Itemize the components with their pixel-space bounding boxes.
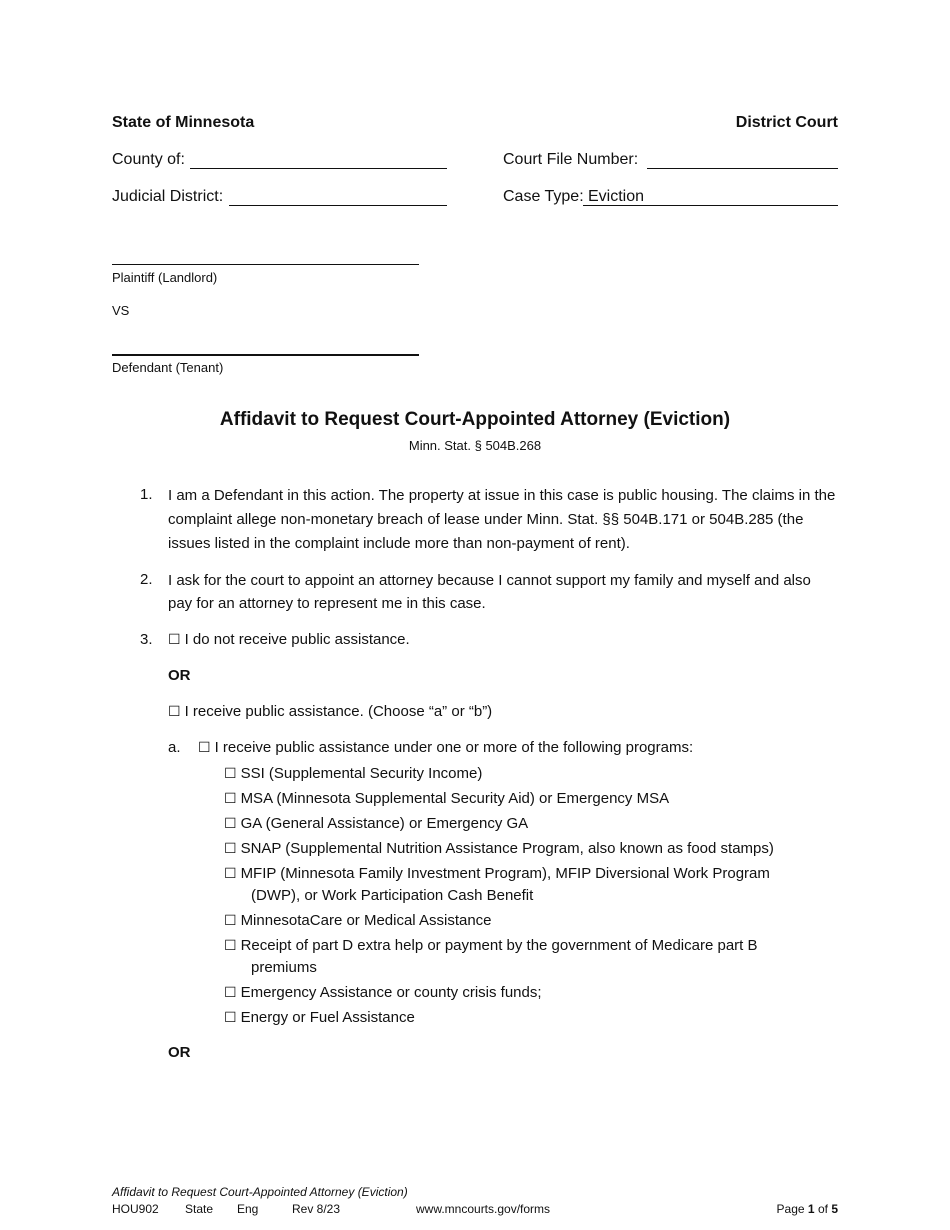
file-number-field[interactable] [647,168,838,169]
file-number-label: Court File Number: [503,151,639,168]
sub-a-label: I receive public assistance under one or more of the following programs: [214,739,694,756]
defendant-label: Defendant (Tenant) [112,360,224,375]
statute-citation: Minn. Stat. § 504B.268 [408,438,542,453]
program-label: MSA (Minnesota Supplemental Security Aid) or Emergency MSA [240,790,670,807]
plaintiff-label: Plaintiff (Landlord) [112,270,218,285]
footer-state: State [185,1202,214,1216]
program-medicare[interactable] [224,935,824,979]
checkbox-icon[interactable]: ☐ [224,791,237,807]
checkbox-icon[interactable]: ☐ [224,866,237,882]
item-2-text: I ask for the court to appoint an attorney because I cannot support my family and myself and also pay for an attorney to represent me in this case. [168,572,811,612]
court-heading: District Court [735,114,838,131]
or-label-1: OR [168,667,191,684]
checkbox-icon[interactable]: ☐ [224,913,237,929]
checkbox-icon[interactable]: ☐ [198,740,211,756]
checkbox-icon[interactable]: ☐ [224,938,237,954]
page-of: of [817,1202,828,1216]
sub-a-number: a. [168,739,181,756]
footer-page-number [777,1202,838,1216]
checkbox-icon[interactable]: ☐ [224,1010,237,1026]
receive-assistance-option[interactable] [168,703,492,720]
program-emergency-assistance[interactable] [224,982,824,1004]
program-label: Receipt of part D extra help or payment by the government of Medicare part B [240,937,758,954]
page-prefix: Page [776,1202,805,1216]
checkbox-icon[interactable]: ☐ [224,766,237,782]
case-type-value: Eviction [588,188,645,205]
checkbox-icon[interactable]: ☐ [168,704,181,720]
vs-label: VS [112,303,130,318]
program-label: MFIP (Minnesota Family Investment Program), MFIP Diversional Work Program [240,865,770,882]
defendant-field[interactable] [112,354,419,356]
program-label: Emergency Assistance or county crisis funds; [240,984,542,1001]
district-label: Judicial District: [112,188,224,205]
county-label: County of: [112,151,185,168]
county-field[interactable] [190,168,447,169]
footer-revision: Rev 8/23 [292,1202,341,1216]
item-3-number: 3. [140,631,153,648]
or-label-2: OR [168,1044,191,1061]
program-label: Energy or Fuel Assistance [240,1009,415,1026]
item-2-number: 2. [140,571,153,588]
program-msa[interactable] [224,788,824,810]
case-type-label: Case Type: [503,188,584,205]
receive-assistance-label: I receive public assistance. (Choose “a” or “b”) [184,703,493,720]
footer-language: Eng [237,1202,259,1216]
program-label-continued: premiums [251,959,317,976]
plaintiff-field[interactable] [112,264,419,265]
no-assistance-option[interactable] [168,631,410,648]
case-type-field[interactable] [583,205,838,206]
item-1-number: 1. [140,486,153,503]
page-current: 1 [807,1202,815,1216]
item-1-text: I am a Defendant in this action. The property at issue in this case is public housing. The claims in the complaint allege non-monetary breach of lease under Minn. Stat. §§ 504B.171 or 504B.285 (the issues listed in the complaint include more than non-payment of rent). [168,487,836,552]
program-mfip[interactable] [224,863,824,907]
sub-a-option[interactable] [198,739,693,756]
program-snap[interactable] [224,838,824,860]
checkbox-icon[interactable]: ☐ [168,632,181,648]
checkbox-icon[interactable]: ☐ [224,985,237,1001]
checkbox-icon[interactable]: ☐ [224,841,237,857]
state-heading: State of Minnesota [112,114,255,131]
program-energy-assistance[interactable] [224,1007,824,1029]
program-label: SSI (Supplemental Security Income) [240,765,483,782]
program-label: SNAP (Supplemental Nutrition Assistance Program, also known as food stamps) [240,840,774,857]
footer-form-code: HOU902 [112,1202,159,1216]
program-label-continued: (DWP), or Work Participation Cash Benefit [251,887,534,904]
program-ga[interactable] [224,813,824,835]
program-label: GA (General Assistance) or Emergency GA [240,815,529,832]
program-ssi[interactable] [224,763,824,785]
page-title: Affidavit to Request Court-Appointed Attorney (Eviction) [219,409,731,430]
program-minnesotacare[interactable] [224,910,824,932]
footer-url[interactable]: www.mncourts.gov/forms [416,1202,551,1216]
program-label: MinnesotaCare or Medical Assistance [240,912,492,929]
no-assistance-label: I do not receive public assistance. [184,631,410,648]
page-total: 5 [831,1202,838,1216]
checkbox-icon[interactable]: ☐ [224,816,237,832]
footer-form-title: Affidavit to Request Court-Appointed Attorney (Eviction) [112,1185,408,1199]
district-field[interactable] [229,205,447,206]
